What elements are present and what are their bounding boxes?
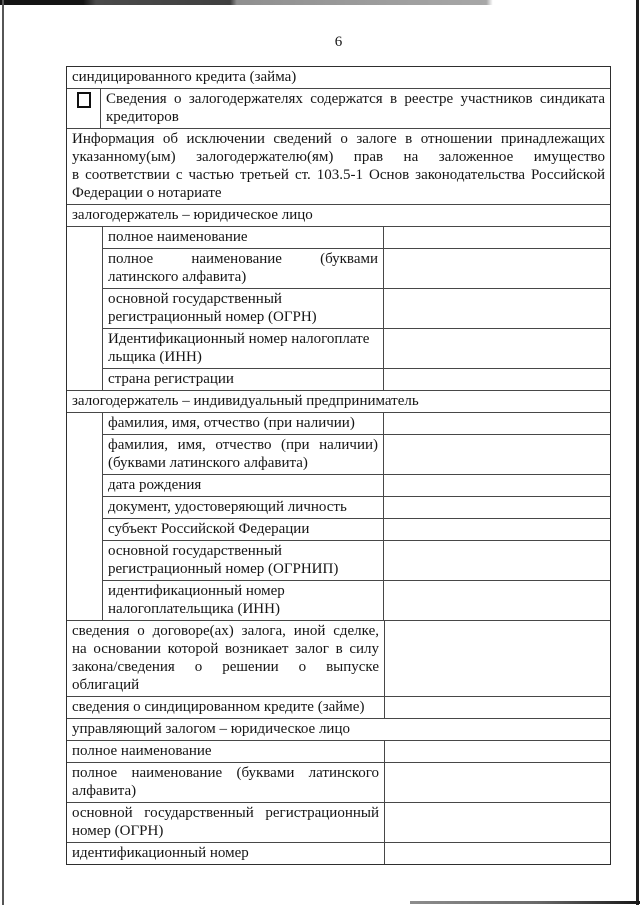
field-row [67, 842, 610, 864]
section-pledgee-legal-entity [67, 226, 610, 390]
section-pledgee-entrepreneur [67, 412, 610, 620]
field-value [384, 581, 610, 620]
field-value [385, 803, 610, 842]
table-row [67, 718, 610, 740]
field-row [103, 580, 610, 620]
field-value [385, 843, 610, 864]
field-label: фамилия, имя, отчество (при наличии) [103, 413, 384, 434]
info-row-text: Информация об исключении сведений о залоге в отношении принадлежащих указанному(ым) залогодержателю(ям) прав на заложенное имущество в соответствии с частью третьей ст. 103.5-1 Основ законодательства Российской Федерации о нотариате [72, 131, 605, 201]
field-label: дата рождения [103, 475, 384, 496]
scan-edge-left [2, 0, 4, 905]
field-label: фамилия, имя, отчество (при наличии) (буквами латинского алфавита) [103, 435, 384, 474]
field-value [384, 329, 610, 368]
scan-edge-top [0, 0, 640, 5]
field-row [103, 248, 610, 288]
table-row [67, 67, 610, 88]
field-label: полное наименование (буквами латинского алфавита) [67, 763, 385, 802]
field-label: субъект Российской Федерации [103, 519, 384, 540]
page-number: 6 [334, 34, 343, 50]
indent-cell [67, 227, 103, 390]
section-header-pledgee-legal-entity: залогодержатель – юридическое лицо [72, 207, 313, 223]
field-label: документ, удостоверяющий личность [103, 497, 384, 518]
field-row [103, 288, 610, 328]
field-row [103, 540, 610, 580]
continuation-row-label: синдицированного кредита (займа) [72, 69, 297, 85]
checkbox-row-label: Сведения о залогодержателях содержатся в реестре участников синдиката кредиторов [106, 91, 605, 125]
table-row [67, 128, 610, 204]
scan-edge-right [636, 0, 639, 905]
indent-cell [67, 413, 103, 620]
field-row [103, 496, 610, 518]
field-label: идентификационный номер [67, 843, 385, 864]
field-label: полное наименование (буквами латинского алфавита) [103, 249, 384, 288]
field-label: основной государственный регистрационный номер (ОГРН) [103, 289, 384, 328]
field-value [385, 741, 610, 762]
field-value [384, 413, 610, 434]
field-row [103, 227, 610, 248]
field-row [67, 696, 610, 718]
field-value [384, 227, 610, 248]
field-label: сведения о синдицированном кредите (займе) [67, 697, 385, 718]
field-label: основной государственный регистрационный номер (ОГРНИП) [103, 541, 384, 580]
field-label: полное наименование [103, 227, 384, 248]
field-value [384, 497, 610, 518]
field-value [384, 435, 610, 474]
checkbox-cell [67, 89, 101, 128]
field-row [103, 368, 610, 390]
section-header-pledgee-entrepreneur: залогодержатель – индивидуальный предприниматель [72, 393, 419, 409]
scan-edge-bottom [410, 901, 640, 904]
checkbox-icon [77, 92, 91, 108]
table-row [67, 204, 610, 226]
field-row [103, 518, 610, 540]
field-value [384, 475, 610, 496]
field-row [67, 740, 610, 762]
table-row [67, 88, 610, 128]
field-label: страна регистрации [103, 369, 384, 390]
field-value [384, 289, 610, 328]
field-row [103, 434, 610, 474]
field-row [103, 328, 610, 368]
field-row [67, 620, 610, 696]
field-value [384, 369, 610, 390]
field-row [67, 802, 610, 842]
field-value [384, 519, 610, 540]
field-value [384, 249, 610, 288]
field-value [384, 541, 610, 580]
field-row [103, 474, 610, 496]
form-table [66, 66, 611, 865]
field-label: сведения о договоре(ах) залога, иной сделке, на основании которой возникает залог в силу закона/сведения о решении о выпуске облигаций [67, 621, 385, 696]
table-row [67, 390, 610, 412]
field-value [385, 621, 610, 696]
field-row [67, 762, 610, 802]
field-label: полное наименование [67, 741, 385, 762]
field-value [385, 697, 610, 718]
field-value [385, 763, 610, 802]
field-label: идентификационный номер налогоплательщика (ИНН) [103, 581, 384, 620]
field-label: Идентификационный номер налогоплате льщика (ИНН) [103, 329, 384, 368]
field-label: основной государственный регистрационный номер (ОГРН) [67, 803, 385, 842]
section-header-pledge-manager: управляющий залогом – юридическое лицо [72, 721, 350, 737]
field-row [103, 413, 610, 434]
